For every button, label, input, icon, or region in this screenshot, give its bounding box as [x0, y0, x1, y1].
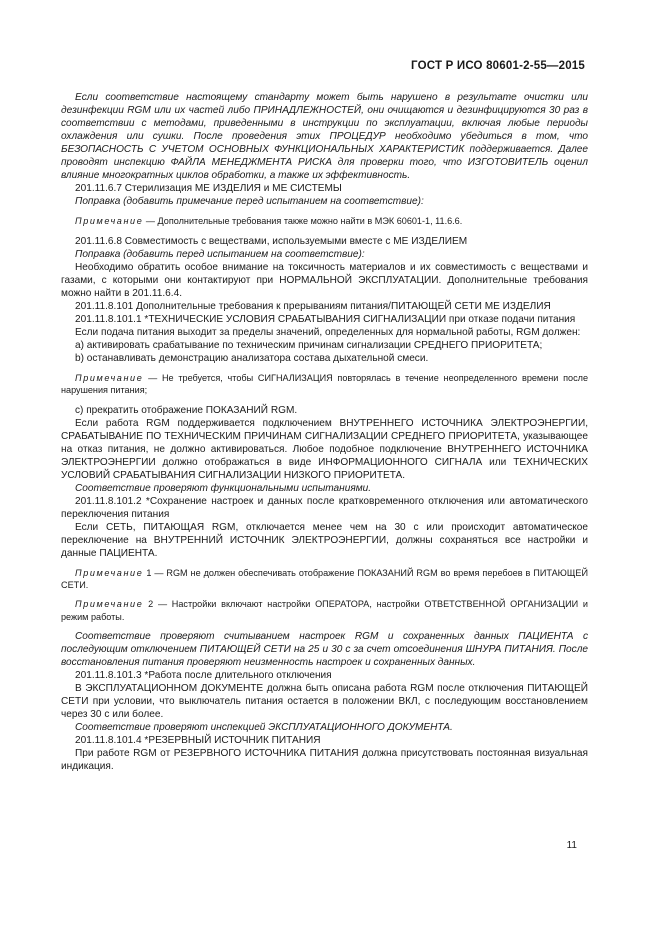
clause-heading: 201.11.6.7 Стерилизация МЕ ИЗДЕЛИЯ и МЕ СИСТЕМЫ	[75, 183, 342, 195]
note-text: 1 — RGM не должен обеспечивать отображение ПОКАЗАНИЙ RGM во время перебоев в ПИТАЮЩЕЙ СЕТИ.	[61, 568, 588, 591]
paragraph: При работе RGM от РЕЗЕРВНОГО ИСТОЧНИКА ПИТАНИЯ должна присутствовать постоянная визуальная индикация.	[61, 748, 588, 773]
paragraph: Необходимо обратить особое внимание на токсичность материалов и их совместимость с веществами и газами, с которыми они контактируют при НОРМАЛЬНОЙ ЭКСПЛУАТАЦИИ. Дополнительные требования можно найти в 201.11.6.4.	[61, 261, 588, 299]
document-body	[61, 91, 588, 773]
amendment-note: Поправка (добавить перед испытанием на соответствие):	[75, 248, 365, 260]
clause-heading: 201.11.8.101.3 *Работа после длительного отключения	[75, 670, 332, 682]
note-label: Примечание	[75, 568, 144, 579]
amendment-note: Поправка (добавить примечание перед испытанием на соответствие):	[75, 196, 424, 208]
document-header: ГОСТ Р ИСО 80601-2-55—2015	[411, 60, 585, 72]
paragraph: В ЭКСПЛУАТАЦИОННОМ ДОКУМЕНТЕ должна быть описана работа RGM после отключения ПИТАЮЩЕЙ СЕТИ при условии, что выключатель питания остается в положении ВКЛ, с последующим восстановлением через 30 с или более.	[61, 683, 588, 721]
note-text: 2 — Настройки включают настройки ОПЕРАТОРА, настройки ОТВЕТСТВЕННОЙ ОРГАНИЗАЦИИ и режим работы.	[61, 599, 588, 622]
paragraph: Если работа RGM поддерживается подключением ВНУТРЕННЕГО ИСТОЧНИКА ЭЛЕКТРОЭНЕРГИИ, СРАБАТЫВАНИЕ ПО ТЕХНИЧЕСКИМ ПРИЧИНАМ СИГНАЛИЗАЦИИ СРЕДНЕГО ПРИОРИТЕТА, указывающее на отказ питания, не должно активироваться. Любое подобное подключение ВНУТРЕННЕГО ИСТОЧНИКА ЭЛЕКТРОЭНЕРГИИ должно отображаться в виде ИНФОРМАЦИОННОГО СИГНАЛА или ТЕХНИЧЕСКИХ УСЛОВИЙ СРАБАТЫВАНИЯ СИГНАЛИЗАЦИИ НИЗКОГО ПРИОРИТЕТА.	[61, 417, 588, 481]
note	[61, 372, 588, 396]
note-text: — Не требуется, чтобы СИГНАЛИЗАЦИЯ повторялась в течение неопределенного времени после нарушения питания;	[61, 373, 588, 396]
paragraph: Если подача питания выходит за пределы значений, определенных для нормальной работы, RGM должен:	[75, 326, 581, 338]
note	[61, 215, 588, 227]
list-item: b) останавливать демонстрацию анализатора состава дыхательной смеси.	[75, 353, 429, 365]
paragraph: Если СЕТЬ, ПИТАЮЩАЯ RGM, отключается менее чем на 30 с или происходит автоматическое переключение на ВНУТРЕННИЙ ИСТОЧНИК ЭЛЕКТРОЭНЕРГИИ, должны сохраняться все настройки и данные ПАЦИЕНТА.	[61, 521, 588, 560]
list-item: a) активировать срабатывание по техническим причинам сигнализации СРЕДНЕГО ПРИОРИТЕТА;	[75, 340, 543, 351]
note-label: Примечание	[75, 599, 144, 610]
page-number: 11	[566, 840, 577, 851]
clause-heading: 201.11.6.8 Совместимость с веществами, используемыми вместе с МЕ ИЗДЕЛИЕМ	[75, 235, 468, 247]
clause-heading: 201.11.8.101.4 *РЕЗЕРВНЫЙ ИСТОЧНИК ПИТАНИЯ	[75, 735, 321, 747]
note	[61, 598, 588, 622]
note	[61, 567, 588, 591]
clause-heading: 201.11.8.101 Дополнительные требования к прерываниям питания/ПИТАЮЩЕЙ СЕТИ МЕ ИЗДЕЛИЯ	[75, 300, 551, 312]
paragraph: Если соответствие настоящему стандарту может быть нарушено в результате очистки или дезинфекции RGM или их частей либо ПРИНАДЛЕЖНОСТЕЙ, они очищаются и дезинфицируются 30 раз в соответствии с методами, приведенными в инструкции по эксплуатации, включая любые периоды охлаждения или сушки. После проведения этих ПРОЦЕДУР необходимо убедиться в том, что БЕЗОПАСНОСТЬ С УЧЕТОМ ОСНОВНЫХ ФУНКЦИОНАЛЬНЫХ ХАРАКТЕРИСТИК поддерживается. Далее проводят инспекцию ФАЙЛА МЕНЕДЖМЕНТА РИСКА для проверки того, что ИЗГОТОВИТЕЛЬ оценил влияние многократных циклов обработки, а также их эффективность.	[61, 92, 588, 182]
note-label: Примечание	[75, 373, 144, 384]
clause-heading: 201.11.8.101.2 *Сохранение настроек и данных после кратковременного отключения или автоматического переключения питания	[61, 495, 588, 520]
clause-heading: 201.11.8.101.1 *ТЕХНИЧЕСКИЕ УСЛОВИЯ СРАБАТЫВАНИЯ СИГНАЛИЗАЦИИ при отказе подачи питания	[75, 313, 576, 325]
compliance-note: Соответствие проверяют инспекцией ЭКСПЛУАТАЦИОННОГО ДОКУМЕНТА.	[75, 722, 453, 734]
compliance-note: Соответствие проверяют функциональными испытаниями.	[75, 482, 372, 494]
list-item: c) прекратить отображение ПОКАЗАНИЙ RGM.	[75, 404, 298, 416]
compliance-note: Соответствие проверяют считыванием настроек RGM и сохраненных данных ПАЦИЕНТА с последующим отключением ПИТАЮЩЕЙ СЕТИ на 25 и 30 с за счет отсоединения ШНУРА ПИТАНИЯ. После восстановления питания проверяют неизменность настроек и сохраненных данных.	[61, 630, 588, 668]
note-text: — Дополнительные требования также можно найти в МЭК 60601-1, 11.6.6.	[143, 216, 463, 227]
note-label: Примечание	[75, 216, 144, 227]
